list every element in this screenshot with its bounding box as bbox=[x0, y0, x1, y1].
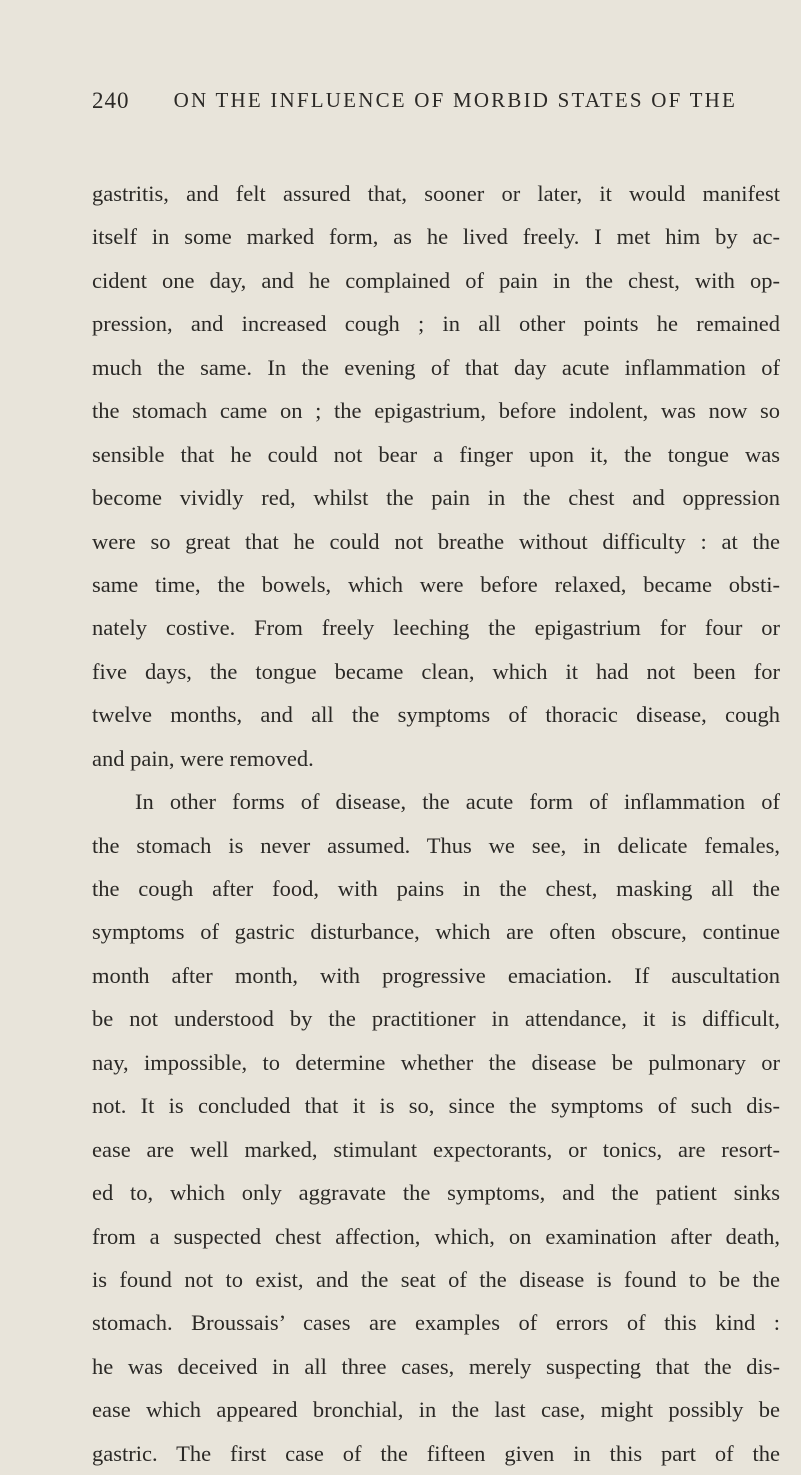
text-line: symptoms of gastric disturbance, which are often obscure, continue bbox=[92, 919, 780, 945]
text-line: become vividly red, whilst the pain in the chest and oppression bbox=[92, 485, 780, 511]
text-line: from a suspected chest affection, which, on examination after death, bbox=[92, 1223, 780, 1249]
page-body-text bbox=[92, 172, 780, 1475]
running-header bbox=[92, 88, 737, 120]
text-line: gastric. The first case of the fifteen given in this part of the bbox=[92, 1440, 780, 1466]
page-number: 240 bbox=[92, 88, 130, 113]
text-line: the stomach is never assumed. Thus we see, in delicate females, bbox=[92, 832, 780, 858]
text-line: five days, the tongue became clean, which it had not been for bbox=[92, 658, 780, 684]
text-line: sensible that he could not bear a finger upon it, the tongue was bbox=[92, 441, 780, 467]
text-line: ed to, which only aggravate the symptoms, and the patient sinks bbox=[92, 1180, 780, 1206]
text-line: twelve months, and all the symptoms of thoracic disease, cough bbox=[92, 702, 780, 728]
text-line: nay, impossible, to determine whether the disease be pulmonary or bbox=[92, 1049, 780, 1075]
running-title: ON THE INFLUENCE OF MORBID STATES OF THE bbox=[173, 88, 737, 112]
text-line: pression, and increased cough ; in all other points he remained bbox=[92, 311, 780, 337]
text-line: the stomach came on ; the epigastrium, before indolent, was now so bbox=[92, 398, 780, 424]
text-line: gastritis, and felt assured that, sooner or later, it would manifest bbox=[92, 181, 780, 206]
text-line: itself in some marked form, as he lived freely. I met him by ac- bbox=[92, 224, 780, 250]
text-line: In other forms of disease, the acute form of inflammation of bbox=[135, 789, 780, 815]
text-line: cident one day, and he complained of pain in the chest, with op- bbox=[92, 267, 780, 293]
text-line: nately costive. From freely leeching the epigastrium for four or bbox=[92, 615, 780, 641]
text-line: same time, the bowels, which were before relaxed, became obsti- bbox=[92, 571, 780, 597]
text-line: is found not to exist, and the seat of the disease is found to be the bbox=[92, 1266, 780, 1292]
text-line: he was deceived in all three cases, merely suspecting that the dis- bbox=[92, 1353, 780, 1379]
text-line: stomach. Broussais’ cases are examples of errors of this kind : bbox=[92, 1310, 780, 1336]
text-line: not. It is concluded that it is so, since the symptoms of such dis- bbox=[92, 1093, 780, 1119]
text-line: were so great that he could not breathe without difficulty : at the bbox=[92, 528, 780, 554]
text-line: be not understood by the practitioner in attendance, it is difficult, bbox=[92, 1006, 780, 1032]
text-line: much the same. In the evening of that day acute inflammation of bbox=[92, 354, 780, 380]
text-line: the cough after food, with pains in the chest, masking all the bbox=[92, 876, 780, 901]
text-line: and pain, were removed. bbox=[92, 745, 314, 771]
text-line: ease which appeared bronchial, in the last case, might possibly be bbox=[92, 1397, 780, 1423]
text-line: month after month, with progressive emaciation. If auscultation bbox=[92, 962, 780, 988]
text-line: ease are well marked, stimulant expectorants, or tonics, are resort- bbox=[92, 1136, 780, 1162]
